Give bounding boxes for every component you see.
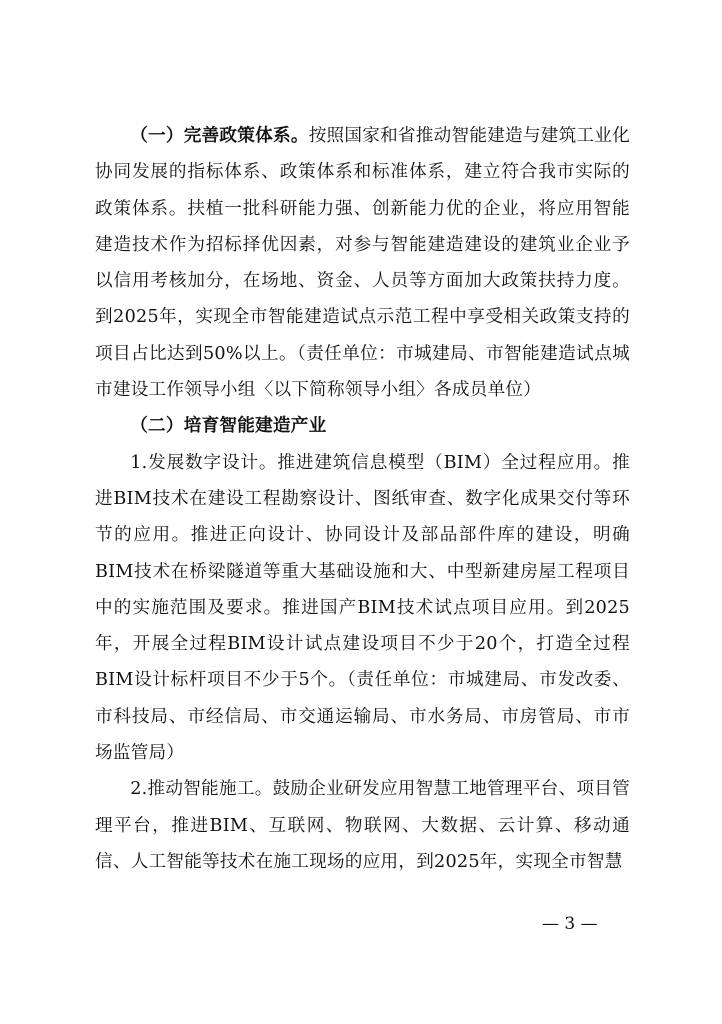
paragraph-digital-design: 1.发展数字设计。推进建筑信息模型（BIM）全过程应用。推进BIM技术在建设工程勘察设计、图纸审查、数字化成果交付等环节的应用。推进正向设计、协同设计及部品部件库的建设，明确BIM技术在桥梁隧道等重大基础设施和大、中型新建房屋工程项目中的实施范围及要求。推进国产BIM技术试点项目应用。到2025年，开展全过程BIM设计试点建设项目不少于20个，打造全过程BIM设计标杆项目不少于5个。（责任单位：市城建局、市发改委、市科技局、市经信局、市交通运输局、市水务局、市房管局、市市场监管局）	[95, 452, 630, 764]
document-body	[95, 118, 630, 880]
section-heading-policy-system: （一）完善政策体系。	[130, 125, 309, 146]
page-number: — 3 —	[542, 914, 598, 934]
paragraph-smart-construction: 2.推动智能施工。鼓励企业研发应用智慧工地管理平台、项目管理平台，推进BIM、互联网、物联网、大数据、云计算、移动通信、人工智能等技术在施工现场的应用，到2025年，实现全市智慧	[95, 779, 630, 872]
paragraph-policy-system	[95, 118, 630, 408]
section-body-policy-system: 按照国家和省推动智能建造与建筑工业化协同发展的指标体系、政策体系和标准体系，建立符合我市实际的政策体系。扶植一批科研能力强、创新能力优的企业，将应用智能建造技术作为招标择优因素，对参与智能建造建设的建筑业企业予以信用考核加分，在场地、资金、人员等方面加大政策扶持力度。到2025年，实现全市智能建造试点示范工程中享受相关政策支持的项目占比达到50%以上。（责任单位：市城建局、市智能建造试点城市建设工作领导小组〈以下简称领导小组〉各成员单位）	[95, 126, 630, 401]
section-heading-industry: （二）培育智能建造产业	[130, 415, 327, 437]
